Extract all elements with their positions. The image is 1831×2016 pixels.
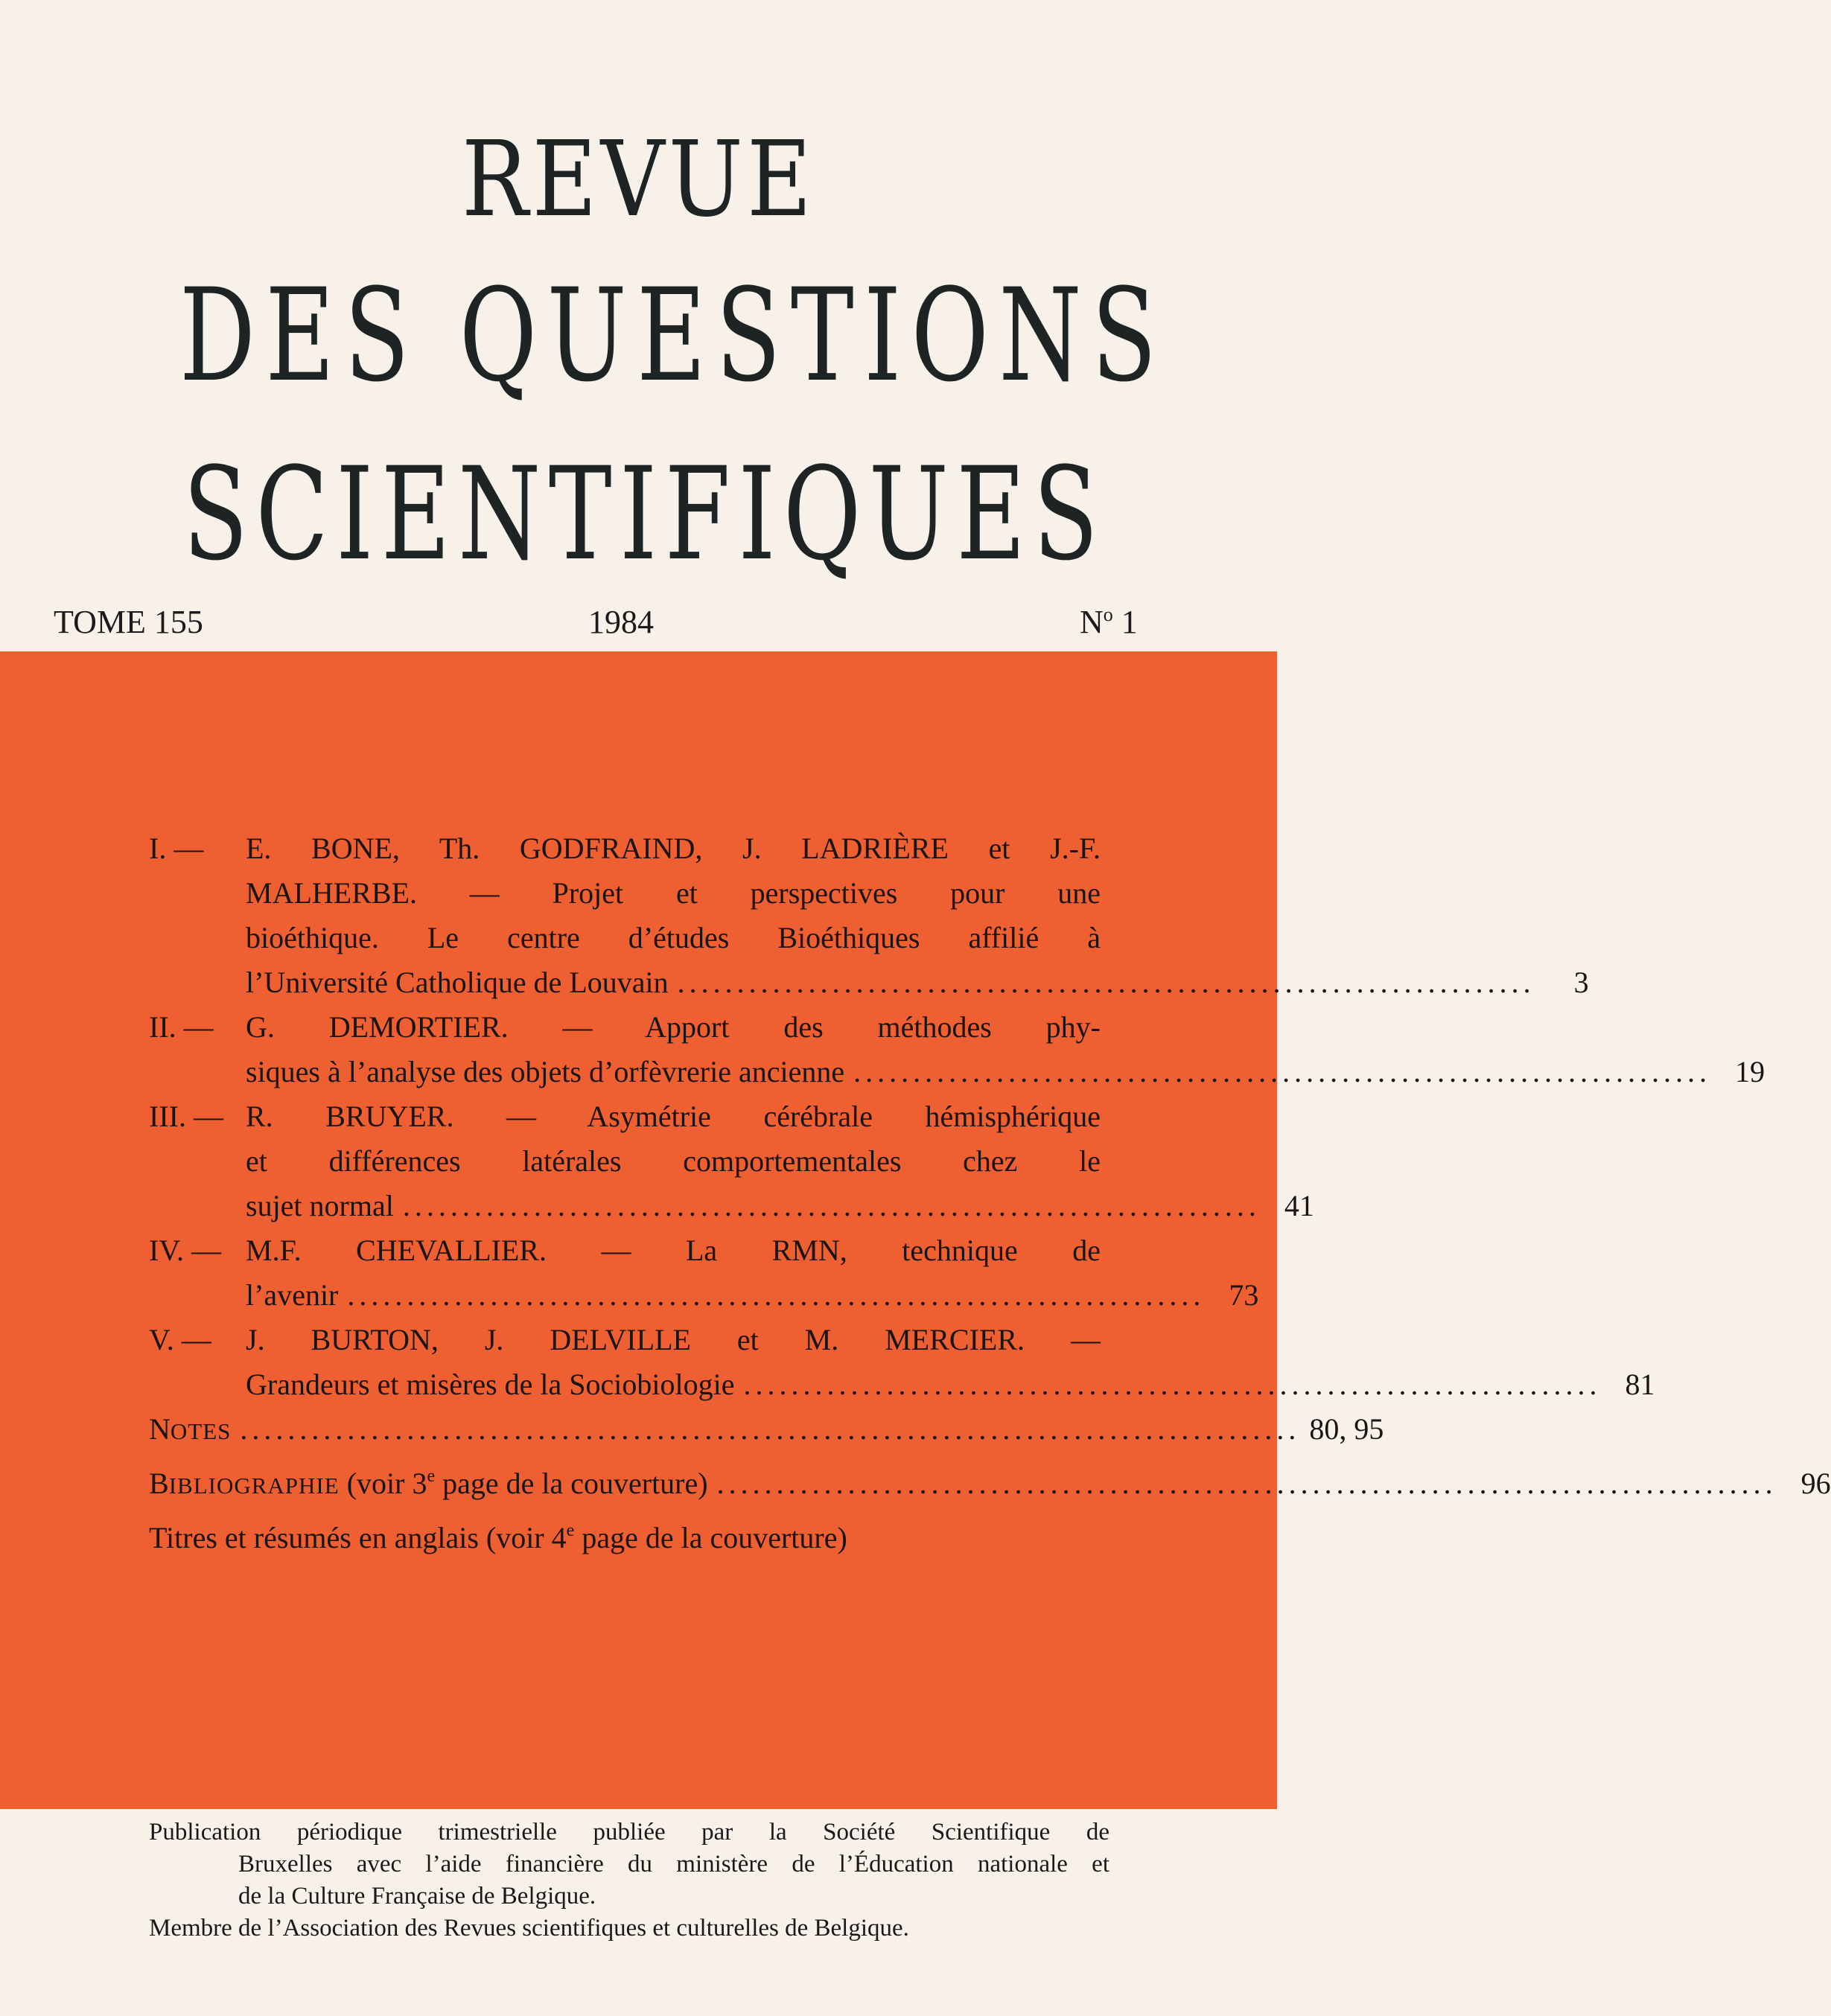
toc-entry-line: MALHERBE. — Projet et perspectives pour une bbox=[246, 876, 1101, 910]
toc-entry-line: M.F. CHEVALLIER. — La RMN, technique de bbox=[246, 1234, 1101, 1267]
title-line-scientifiques: SCIENTIFIQUES bbox=[182, 439, 1106, 589]
toc-bibliographie[interactable] bbox=[149, 1454, 1831, 1508]
title-line-des-questions: DES QUESTIONS bbox=[179, 261, 1167, 410]
toc-entry-line: siques à l’analyse des objets d’orfèvrerie ancienne bbox=[246, 1055, 845, 1088]
toc-entry-line: l’avenir bbox=[246, 1278, 339, 1312]
leader-dots: ........................................................................ bbox=[853, 1055, 1712, 1088]
leader-dots: ........................................................................ bbox=[402, 1189, 1261, 1222]
toc-page-number: 80, 95 bbox=[1309, 1412, 1384, 1446]
bibliographie-label: BIBLIOGRAPHIE (voir 3e page de la couverture) bbox=[149, 1467, 708, 1500]
toc-entry-line: J. BURTON, J. DELVILLE et M. MERCIER. — bbox=[246, 1323, 1101, 1356]
toc-entry-line: R. BRUYER. — Asymétrie cérébrale hémisphérique bbox=[246, 1100, 1101, 1133]
toc-entry-line: bioéthique. Le centre d’études Bioéthiques affilié à bbox=[246, 921, 1101, 954]
toc-entry-number: IV. — bbox=[149, 1234, 222, 1267]
masthead bbox=[0, 0, 1277, 655]
toc-entry-number: II. — bbox=[149, 1010, 214, 1044]
publication-notice bbox=[149, 1816, 1109, 1945]
footer-line: de la Culture Française de Belgique. bbox=[238, 1883, 596, 1910]
toc-entry-number: I. — bbox=[149, 832, 204, 865]
notes-label: NOTES bbox=[149, 1412, 232, 1446]
leader-dots: ........................................................................ bbox=[677, 966, 1535, 999]
toc-entry[interactable] bbox=[149, 1094, 1314, 1228]
toc-entry-number: III. — bbox=[149, 1100, 223, 1133]
toc-page-number: 19 bbox=[1735, 1055, 1765, 1088]
toc-entry[interactable] bbox=[149, 1005, 1765, 1094]
issue-number: $N^o$ 1 bbox=[1080, 604, 1138, 640]
toc-entry-line: G. DEMORTIER. — Apport des méthodes phy- bbox=[246, 1010, 1101, 1044]
table-of-contents bbox=[149, 826, 1831, 1560]
leader-dots: ........................................................................ bbox=[347, 1278, 1206, 1312]
toc-entry-line: E. BONE, Th. GODFRAIND, J. LADRIÈRE et J.-F. bbox=[246, 832, 1101, 865]
leader-dots: ......................................................................................... bbox=[240, 1412, 1301, 1446]
toc-entry-number: V. — bbox=[149, 1323, 211, 1356]
toc-notes[interactable] bbox=[149, 1407, 1384, 1454]
footer-line: Publication périodique trimestrielle publiée par la Société Scientifique de bbox=[149, 1819, 1109, 1846]
volume-label: TOME 155 bbox=[54, 604, 203, 640]
toc-entry-line: et différences latérales comportementales chez le bbox=[246, 1144, 1101, 1178]
toc-entry[interactable] bbox=[149, 826, 1589, 1005]
toc-page-number: 3 bbox=[1573, 966, 1589, 999]
year-label: 1984 bbox=[588, 604, 654, 640]
toc-entry-line: sujet normal bbox=[246, 1189, 394, 1222]
toc-entry-line: Grandeurs et misères de la Sociobiologie bbox=[246, 1368, 735, 1401]
toc-entry[interactable] bbox=[149, 1228, 1259, 1318]
toc-titres[interactable]: Titres et résumés en anglais (voir 4e page de la couverture) bbox=[149, 1521, 847, 1554]
toc-page-number: 81 bbox=[1625, 1368, 1655, 1401]
title-line-revue: REVUE bbox=[461, 119, 816, 240]
toc-page-number: 41 bbox=[1284, 1189, 1314, 1222]
toc-page-number: 73 bbox=[1229, 1278, 1259, 1312]
leader-dots: ........................................................................ bbox=[743, 1368, 1602, 1401]
footer-line: Bruxelles avec l’aide financière du ministère de l’Éducation nationale et bbox=[238, 1851, 1109, 1878]
toc-entry-line: l’Université Catholique de Louvain bbox=[246, 966, 669, 999]
leader-dots: ......................................................................................... bbox=[716, 1467, 1777, 1500]
footer-line: Membre de l’Association des Revues scientifiques et culturelles de Belgique. bbox=[149, 1915, 909, 1942]
toc-entry[interactable] bbox=[149, 1318, 1655, 1407]
toc-page-number: 96 bbox=[1800, 1467, 1831, 1500]
